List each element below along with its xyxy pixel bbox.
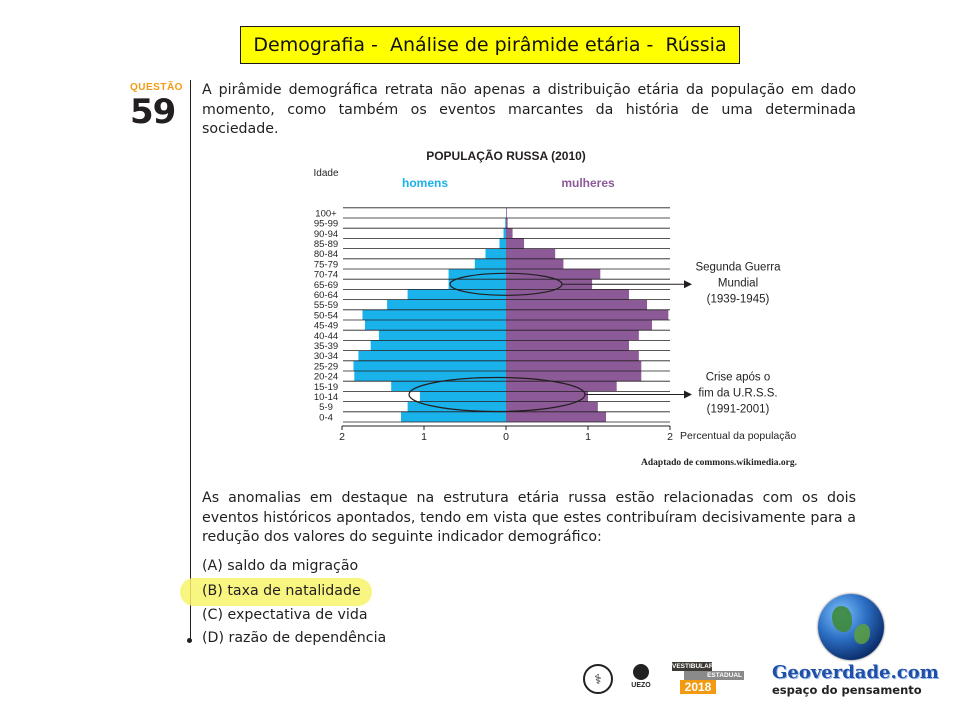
brand-tagline: espaço do pensamento — [772, 683, 922, 697]
age-label: 95-99 — [313, 218, 339, 230]
slide-title: Demografia - Análise de pirâmide etária - Rússia — [240, 26, 740, 64]
bar-women-55-59 — [506, 300, 647, 310]
ensino-logo: ⚕ — [583, 664, 613, 694]
bar-women-45-49 — [506, 320, 652, 330]
age-label: 45-49 — [313, 320, 339, 332]
bar-women-95-99 — [506, 218, 508, 228]
bar-men-45-49 — [365, 320, 506, 330]
chart-title: POPULAÇÃO RUSSA (2010) — [426, 149, 586, 163]
chart-source: Adaptado de commons.wikimedia.org. — [641, 458, 797, 468]
age-label: 35-39 — [313, 341, 339, 352]
vestibular-estadual-logo — [672, 662, 746, 696]
vestibular-text: VESTIBULAR — [672, 663, 714, 670]
bar-women-80-84 — [506, 249, 555, 259]
annotation-text: (1991-2001) — [706, 403, 770, 416]
age-label: 65-69 — [313, 279, 339, 291]
x-tick-label: 1 — [421, 431, 427, 443]
bar-men-30-34 — [358, 351, 506, 361]
bar-women-100+ — [506, 208, 507, 218]
age-label: 25-29 — [313, 361, 339, 373]
bar-men-35-39 — [371, 340, 506, 350]
bar-men-70-74 — [449, 269, 506, 279]
bar-women-10-14 — [506, 391, 588, 401]
bar-men-65-69 — [449, 279, 506, 289]
bar-men-25-29 — [353, 361, 506, 371]
x-tick-label: 2 — [667, 431, 673, 443]
globe-icon — [818, 594, 884, 660]
vestibular-year: 2018 — [680, 680, 716, 694]
bar-men-0-4 — [401, 412, 506, 422]
x-axis-label: Percentual da população — [680, 430, 797, 442]
annotation-text: fim da U.R.S.S. — [698, 387, 778, 400]
age-label: 75-79 — [313, 259, 339, 271]
annotation-text: Segunda Guerra — [695, 261, 781, 274]
bar-women-20-24 — [506, 371, 641, 381]
age-label: 80-84 — [313, 249, 339, 261]
option-c[interactable]: (C) expectativa de vida — [202, 607, 368, 623]
age-label: 15-19 — [313, 381, 339, 393]
bar-men-50-54 — [363, 310, 507, 320]
question-intro: A pirâmide demográfica retrata não apenas a distribuição etária da população em dado momento, como também os eventos marcantes da história de uma determinada sociedade. — [202, 82, 856, 137]
x-tick-label: 1 — [585, 431, 591, 443]
age-label: 0-4 — [319, 412, 333, 424]
x-tick-label: 0 — [503, 431, 509, 443]
age-label: 85-89 — [313, 239, 339, 250]
bar-women-25-29 — [506, 361, 641, 371]
bar-women-90-94 — [506, 228, 513, 238]
bar-men-40-44 — [379, 330, 506, 340]
age-label: 55-59 — [313, 300, 339, 312]
bar-women-35-39 — [506, 340, 629, 350]
bar-women-75-79 — [506, 259, 563, 269]
question-divider-end — [187, 638, 192, 643]
bar-women-30-34 — [506, 351, 639, 361]
age-label: 70-74 — [313, 269, 339, 281]
brand-name[interactable]: Geoverdade.com — [772, 662, 939, 683]
annotation-arrowhead — [684, 391, 692, 399]
legend-women: mulheres — [561, 176, 615, 190]
bar-women-0-4 — [506, 412, 606, 422]
age-label: 5-9 — [319, 402, 333, 414]
option-a[interactable]: (A) saldo da migração — [202, 558, 359, 574]
bar-women-5-9 — [506, 402, 598, 412]
bar-women-40-44 — [506, 330, 639, 340]
age-label: 60-64 — [313, 290, 339, 301]
bar-women-85-89 — [506, 238, 524, 248]
bar-men-75-79 — [475, 259, 506, 269]
bar-men-55-59 — [387, 300, 506, 310]
annotation-text: (1939-1945) — [706, 293, 770, 306]
age-label: 50-54 — [313, 310, 339, 322]
question-label: QUESTÃO — [130, 82, 183, 93]
bar-men-95-99 — [505, 218, 506, 228]
option-d[interactable]: (D) razão de dependência — [202, 630, 387, 646]
estadual-text: ESTADUAL — [684, 671, 744, 680]
age-label: 30-34 — [313, 351, 339, 363]
bar-men-85-89 — [499, 238, 506, 248]
bar-men-80-84 — [486, 249, 507, 259]
y-axis-label: Idade — [313, 168, 339, 179]
bar-men-15-19 — [391, 381, 506, 391]
option-b[interactable]: (B) taxa de natalidade — [202, 583, 361, 599]
uezo-text: UEZO — [631, 682, 651, 689]
question-number: 59 — [130, 92, 176, 132]
legend-men: homens — [401, 176, 449, 190]
bar-men-10-14 — [420, 391, 506, 401]
bar-men-90-94 — [504, 228, 506, 238]
question-prompt: As anomalias em destaque na estrutura etária russa estão relacionadas com os dois eventos históricos apontados, tendo em vista que estes contribuíram decisivamente para a redução dos valores do seguinte indicador demográfico: — [202, 490, 856, 545]
age-label: 10-14 — [313, 392, 339, 403]
age-label: 20-24 — [313, 371, 339, 383]
annotation-arrowhead — [684, 280, 692, 288]
x-tick-label: 2 — [339, 431, 345, 443]
age-label: 90-94 — [313, 228, 339, 240]
age-label: 40-44 — [313, 330, 339, 342]
annotation-text: Crise após o — [705, 371, 771, 384]
uezo-logo — [630, 664, 652, 696]
age-label: 100+ — [315, 208, 337, 220]
annotation-text: Mundial — [717, 277, 759, 290]
bar-men-20-24 — [354, 371, 506, 381]
bar-women-50-54 — [506, 310, 668, 320]
